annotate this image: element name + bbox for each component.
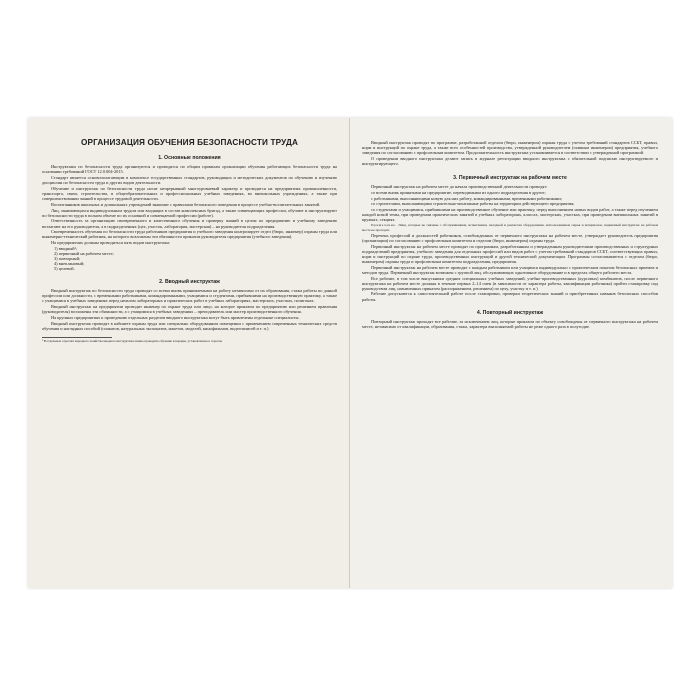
section-heading-basic-provisions: 1. Основные положения — [158, 155, 221, 161]
list-item: со строителями, выполняющими строительно-монтажные работы на территории действующего предприятия; — [371, 201, 575, 207]
paragraph: Воспитанников школьных и дошкольных учреждений знакомят с правилами безопасного поведения в процессе учебно-воспитательных занятий. — [51, 201, 321, 207]
section-heading-repeated-briefing: 4. Повторный инструктаж — [476, 310, 544, 317]
paragraph: Рабочие допускаются к самостоятельной работе после стажировки, проверки теоретических знаний и приобретенных навыков безопасных способов работы. — [362, 291, 658, 302]
footnote: ¹ В отдельных отраслях народного хозяйства вводного инструктажа можно проводить обучение и порядке, установленное в отрасли. — [42, 339, 223, 344]
right-page — [350, 118, 672, 588]
paragraph: Своевременность обучения по безопасности труда работников предприятия и учебного заведения контролирует отдел (бюро, инженер) охраны труда или инженерно-технический работник, на которого возложены эти обязанности приказом руководителя предприятия (учебного заведения). — [42, 229, 337, 240]
note-text: Лица, которые не связаны с обслуживанием, испытанием, наладкой и ремонтом оборудования, использованием сырья и материалов, первичный инструктаж на рабочем месте не проходят. — [362, 223, 658, 232]
left-page — [28, 118, 350, 588]
paragraph: Повторный инструктаж проходят все рабочие, за исключением лиц, которые приказом по объекту освобождены от первичного инструктажа на рабочем месте, независимо от квалификации, образования, стажа, характера выполняемой работы не реже одного раза в полугодие. — [362, 319, 658, 330]
paragraph: Вводный инструктаж проводят в кабинете охраны труда или специально оборудованном помещении с применением современных технических средств обучения и наглядных пособий (плакатов, натуральных экспонатов, макетов, моделей, кинофильмов, видеозаписей и т. п.) — [42, 320, 337, 332]
paragraph: На крупных предприятиях к проведению отдельных разделов вводного инструктажа могут быть привлечены отдельные специалисты. — [51, 315, 300, 321]
paragraph: Ответственность за организацию своевременного и качественного обучения и проверку знаний в целом по предприятию и учебному заведению возлагают на его руководителя, а в подразделениях (цех, участок, лаборатория, мастерская) – на руководителя подразделения. — [42, 218, 337, 229]
briefing-types-list — [42, 246, 337, 271]
section-heading-introductory-briefing: 2. Вводный инструктаж — [159, 279, 220, 286]
footnote-divider — [42, 337, 112, 338]
list-item: 5) целевой. — [54, 266, 75, 272]
list-item: 2) первичный на рабочем месте; — [54, 251, 114, 257]
note-lead: Примечание. — [371, 223, 397, 228]
paragraph: Все рабочие, в том числе выпускники средних специальных учебных заведений, учебно-производственных (курсовых) комбинатов, после первичного инструктажа на рабочем месте должны в течение первых 2–14 смен (в зависимости от характера работы, квалификации работника) пройти стажировку под руководством лиц, назначенных приказом (распоряжением, решением) по цеху, участку и т. п.) — [362, 275, 658, 291]
paragraph: Инструктажи по безопасности труда организуются и проводятся по общим правилам организации обучения работающих безопасности труда на основании требований ГОСТ 12.0.004-2015. — [42, 164, 337, 175]
paragraph: Вводный инструктаж на предприятии проводит инженер по охране труда или лицо, на которое приказом по предприятию или решением правления (руководителя) возложены эти обязанности, а с учащимися в учебных заведениях – преподаватель или мастер производственного обучения. — [42, 304, 337, 315]
paragraph: Перечень профессий и должностей работников, освобожденных от первичного инструктажа на рабочем месте, утверждает руководитель предприятия (организации) по согласованию с профсоюзным комитетом и отделом (бюро, инженером) охраны труда. — [362, 232, 658, 243]
paragraph: Обучение и инструктаж по безопасности труда носят непрерывный многоуровневый характер и проводятся на предприятиях промышленности, транспорта, связи, строительства, в общеобразовательных и профессиональных учебных заведениях, во внешкольных учреждениях, а также при совершенствовании знаний в процессе трудовой деятельности. — [42, 185, 337, 201]
list-item: 1) вводный¹; — [54, 246, 78, 252]
paragraph: Стандарт является основополагающим в комплексе государственных стандартов, руководящих и методических документов по обучению и изучению дисциплин по безопасности труда и других видов деятельности. — [42, 174, 337, 185]
paragraph: О проведении вводного инструктажа делают запись в журнале регистрации вводного инструктажа с обязательной подписью инструктируемого и инструктирующего. — [362, 155, 658, 166]
list-item: 3) повторный; — [54, 256, 81, 262]
page-title: ОРГАНИЗАЦИЯ ОБУЧЕНИЯ БЕЗОПАСНОСТИ ТРУДА — [80, 138, 299, 147]
paragraph: Лиц, занимающихся индивидуальным трудом или входящих в состав комплексных бригад, а также совмещающих профессии, обучают и инструктируют по безопасности труда в полном объеме по их основной и совмещаемой профессии (работе). — [42, 207, 337, 218]
list-item: со всеми вновь принятыми на предприятие, переводимыми из одного подразделения в другое; — [371, 189, 546, 195]
paragraph: Вводный инструктаж проводят по программе, разработанной отделом (бюро, инженером) охраны труда с учетом требований стандартов ССБТ, правил, норм и инструкций по охране труда, а также всех особенностей производства, утвержденной руководителем (главным инженером) предприятия, учебного заведения по согласованию с профсоюзным комитетом. Продолжительность инструктажа устанавливается в соответствии с утвержденной программой. — [362, 140, 658, 156]
paragraph: Первичный инструктаж на рабочем месте проводят с каждым работником или учащимся индивидуально с практическим показом безопасных приемов и методов труда. Первичный инструктаж возможен с группой лиц, обслуживающих однотипное оборудование и в пределах общего рабочего места. — [362, 264, 658, 275]
paragraph: Первичный инструктаж на рабочем месте проводят по программам, разработанным и утвержденным руководителями производственных и структурных подразделений предприятия, учебного заведения для отдельных профессий или видов работ с учетом требований стандартов ССБТ, соответствующих правил, норм и инструкций по охране труда, производственных инструкций и другой технической документации. Программы согласовываются с отделом (бюро, инженером) охраны труда и профсоюзным комитетом подразделения, предприятия. — [362, 243, 658, 264]
paragraph: Первичный инструктаж на рабочем месте до начала производственной деятельности проводят: — [371, 183, 548, 189]
document-spread — [28, 118, 672, 588]
list-item: 4) внеплановый; — [54, 261, 85, 267]
list-item: с работниками, выполняющими новую для них работу, командированными, временными работниками; — [371, 195, 562, 201]
note — [362, 223, 658, 231]
list-item: со студентами и учащимися, прибывшими на производственное обучение или практику, перед выполнением новых видов работ, а также перед изучением каждой новой темы, при проведении практических занятий в учебных лабораториях, классах, мастерских, участках, при проведении внешкольных занятий в кружках, секциях. — [362, 207, 658, 223]
paragraph: Вводный инструктаж по безопасности труда проводят со всеми вновь принимаемыми на работу независимо от их образования, стажа работы по данной профессии или должности, с временными работниками, командированными, учащимися и студентами, прибывшими на производственную практику, а также с учащимися в учебных заведениях перед началом лабораторных и практических работ в учебных лабораториях, мастерских, участках, полигонах. — [42, 288, 337, 304]
section-heading-primary-briefing: 3. Первичный инструктаж на рабочем месте — [453, 174, 567, 181]
paragraph: На предприятиях должны проводиться пять видов инструктажа: — [51, 240, 171, 246]
